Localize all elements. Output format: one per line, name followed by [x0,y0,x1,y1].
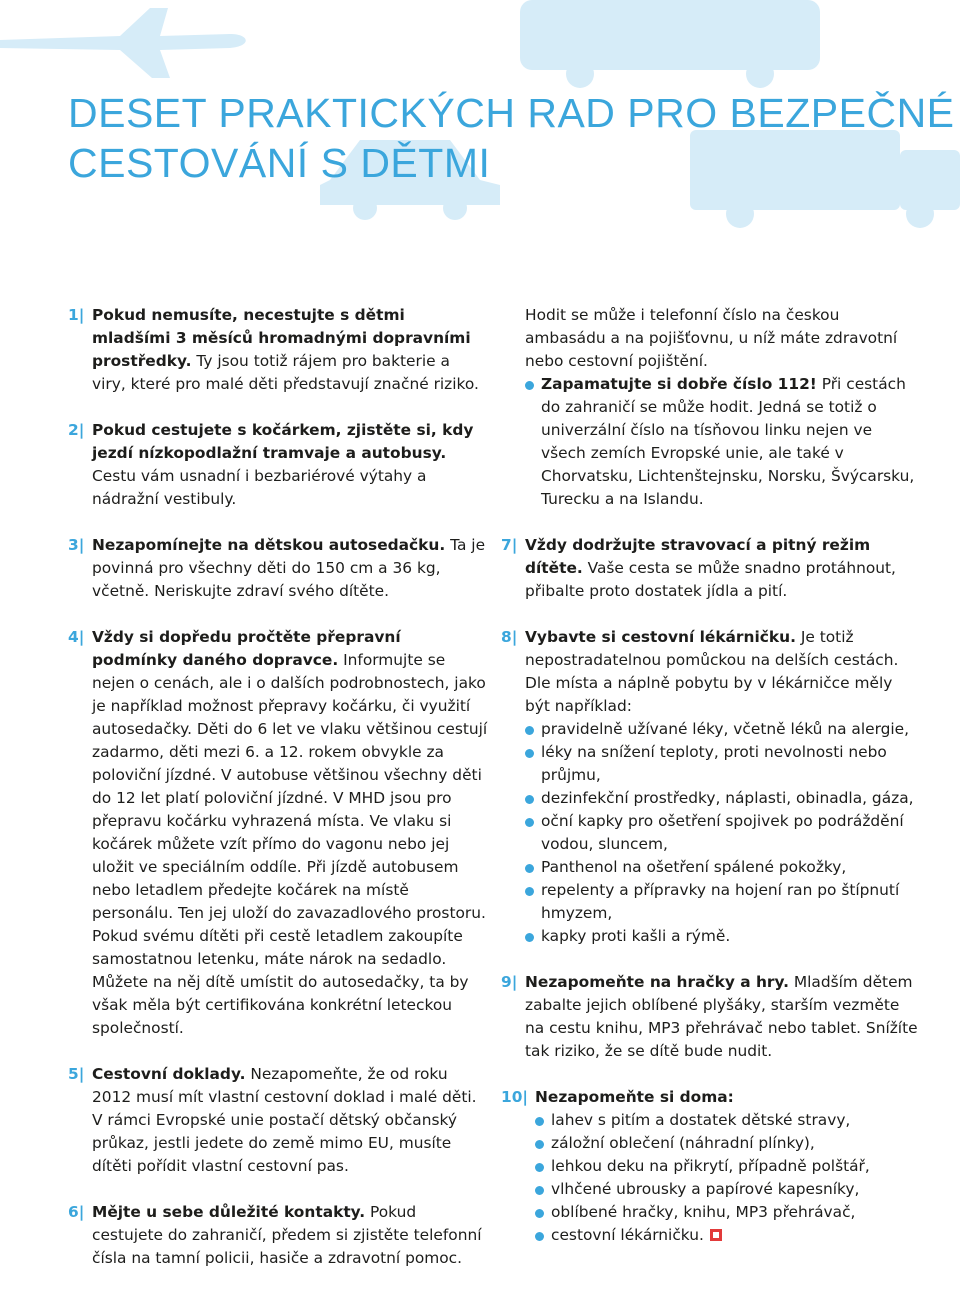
tip-number: 9| [501,973,518,991]
bullet-icon [525,381,534,390]
tip-heading: Vždy si dopředu pročtěte přepravní podmínky daného dopravce. [92,628,401,669]
bullet-icon [525,818,534,827]
tip-heading: Nezapomeňte si doma: [535,1088,734,1106]
list-item: léky na snížení teploty, proti nevolnosti nebo průjmu, [525,741,921,787]
title-line-2: CESTOVÁNÍ S DĚTMI [68,140,491,186]
tip-heading: Vždy dodržujte stravovací a pitný režim dítěte. [525,536,871,577]
list-item: kapky proti kašli a rýmě. [525,925,921,948]
page-title [68,88,955,188]
tip-text: Hodit se může i telefonní číslo na českou ambasádu a na pojišťovnu, u níž máte zdravotní nebo cestovní pojištění. [525,306,898,370]
list-item: lahev s pitím a dostatek dětské stravy, [535,1109,921,1132]
list-item: repelenty a přípravky na hojení ran po štípnutí hmyzem, [525,879,921,925]
tip-text: Mladším dětem zabalte jejich oblíbené plyšáky, starším vezměte na cestu knihu, MP3 přehrávač nebo tablet. Snížíte tak riziko, že se dítě bude nudit. [525,973,918,1060]
right-column [501,304,921,1247]
bullet-icon [535,1140,544,1149]
tip-number: 10| [501,1088,529,1106]
tip-text: Je totiž nepostradatelnou pomůckou na delších cestách. Dle místa a náplně pobytu by v lékárničce měly být například: [525,628,899,715]
bullet-icon [525,933,534,942]
bullet-icon [525,749,534,758]
tip-number: 7| [501,536,518,554]
tip-heading: Cestovní doklady. [92,1065,246,1083]
tip-heading: Pokud nemusíte, necestujte s dětmi mladšími 3 měsíců hromadnými dopravními prostředky. [92,306,471,370]
tip-6 [68,1201,488,1270]
airplane-icon [0,8,246,78]
bullet-icon [535,1117,544,1126]
tip-1 [68,304,488,396]
bullet-icon [525,887,534,896]
tip-number: 3| [68,536,85,554]
tip-8 [501,626,921,948]
tip-text: Ty jsou totiž rájem pro bakterie a viry, které pro malé děti představují značné riziko. [92,352,479,393]
tip-3 [68,534,488,603]
end-mark-icon [710,1229,722,1241]
tip-heading: Vybavte si cestovní lékárničku. [525,628,796,646]
list-item: vlhčené ubrousky a papírové kapesníky, [535,1178,921,1201]
tip-text: Pokud cestujete do zahraničí, předem si zjistěte telefonní čísla na tamní policii, hasiče a zdravotní pomoc. [92,1203,482,1267]
bus-icon [520,0,820,88]
tip-6-continued [525,304,921,511]
tip-number: 2| [68,421,85,439]
title-line-1: DESET PRAKTICKÝCH RAD PRO BEZPEČNÉ [68,90,955,136]
tip-text: Nezapomeňte, že od roku 2012 musí mít vlastní cestovní doklad i malé děti. V rámci Evropské unie postačí dětský občanský průkaz, jestli jedete do země mimo EU, musíte dítěti pořídit vlastní cestovní pas. [92,1065,477,1175]
tip-10 [501,1086,921,1247]
list-item: záložní oblečení (náhradní plínky), [535,1132,921,1155]
bullet-icon [535,1209,544,1218]
tip-number: 8| [501,628,518,646]
tip-number: 4| [68,628,85,646]
tip-7 [501,534,921,603]
bullet-icon [535,1163,544,1172]
bullet-icon [525,795,534,804]
list-item: pravidelně užívané léky, včetně léků na alergie, [525,718,921,741]
tip-text: Vaše cesta se může snadno protáhnout, přibalte proto dostatek jídla a pití. [525,559,896,600]
tip-heading: Nezapomeňte na hračky a hry. [525,973,789,991]
tip-4 [68,626,488,1040]
list-item: oblíbené hračky, knihu, MP3 přehrávač, [535,1201,921,1224]
tip-heading: Nezapomínejte na dětskou autosedačku. [92,536,446,554]
tip-number: 1| [68,306,85,324]
tip-text: Ta je povinná pro všechny děti do 150 cm a 36 kg, včetně. Neriskujte zdraví svého dítěte. [92,536,486,600]
tip-number: 6| [68,1203,85,1221]
tip-text: Cestu vám usnadní i bezbariérové výtahy a nádražní vestibuly. [92,467,427,508]
list-item: cestovní lékárničku. [535,1224,921,1247]
list-item: dezinfekční prostředky, náplasti, obinadla, gáza, [525,787,921,810]
list-item: Panthenol na ošetření spálené pokožky, [525,856,921,879]
tip-5 [68,1063,488,1178]
bullet-icon [525,726,534,735]
tip-text: Informujte se nejen o cenách, ale i o dalších podrobnostech, jako je například možnost přepravy kočárku, či využití autosedačky. Děti do 6 let ve vlaku většinou cestují zadarmo, děti mezi 6. a 12. rokem obvykle za poloviční jízdné. V autobuse většinou všechny děti do 12 let platí poloviční jízdné. V MHD jsou pro přepravu kočárku vyhrazená místa. Ve vlaku si kočárek můžete vzít přímo do vagonu nebo jej uložit ve speciálním oddíle. Při jízdě autobusem nebo letadlem předejte kočárek na místě personálu. Ten jej uloží do zavazadlového prostoru. Pokud svému dítěti při cestě letadlem zakoupíte samostatnou letenku, máte nárok na sedadlo. Můžete na něj dítě umístit do autosedačky, ta by však měla být certifikována konkrétní leteckou společností. [92,651,488,1037]
tip-9 [501,971,921,1063]
left-column [68,304,488,1293]
bullet-icon [535,1186,544,1195]
tip-heading: Pokud cestujete s kočárkem, zjistěte si, kdy jezdí nízkopodlažní tramvaje a autobusy. [92,421,474,462]
list-item: lehkou deku na přikrytí, případně polštář, [535,1155,921,1178]
list-item: Zapamatujte si dobře číslo 112! Při cestách do zahraničí se může hodit. Jedná se totiž o univerzální číslo na tísňovou linku nejen ve všech zemích Evropské unie, ale také v Chorvatsku, Lichtenštejnsku, Norsku, Švýcarsku, Turecku a na Islandu. [525,373,921,511]
tip-heading: Mějte u sebe důležité kontakty. [92,1203,366,1221]
tip-number: 5| [68,1065,85,1083]
list-item: oční kapky pro ošetření spojivek po podráždění vodou, sluncem, [525,810,921,856]
tip-2 [68,419,488,511]
bullet-icon [535,1232,544,1241]
bullet-icon [525,864,534,873]
